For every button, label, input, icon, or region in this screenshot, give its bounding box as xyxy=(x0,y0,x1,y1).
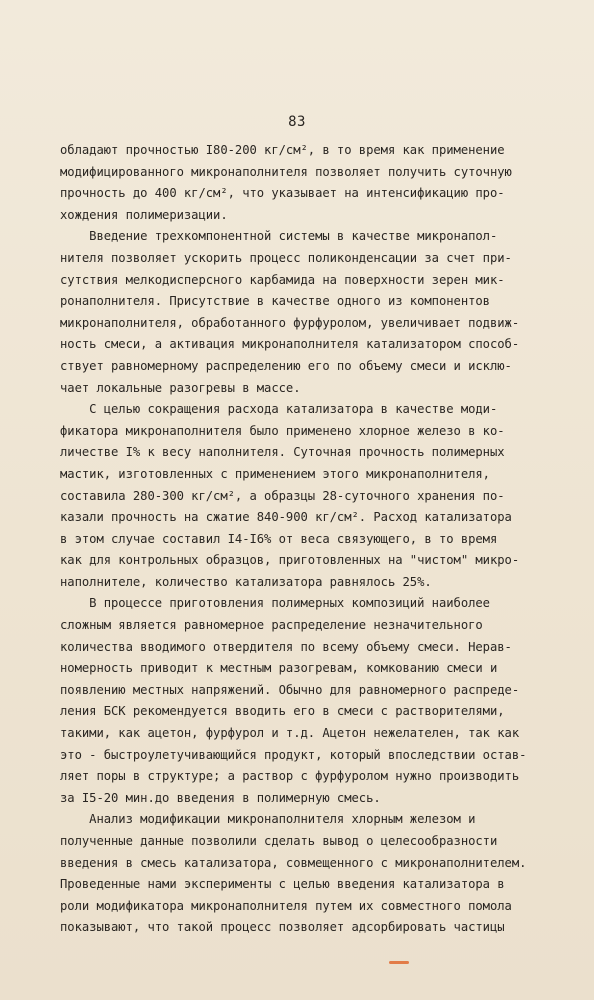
text-line: ляет поры в структуре; а раствор с фурфуролом нужно производить xyxy=(60,769,520,784)
text-line: появлению местных напряжений. Обычно для равномерного распреде- xyxy=(60,682,520,697)
text-line: за I5-20 мин.до введения в полимерную смесь. xyxy=(60,790,381,805)
text-line: ствует равномерному распределению его по объему смеси и исклю- xyxy=(60,358,512,373)
text-line: чает локальные разогревы в массе. xyxy=(60,380,301,395)
text-line: роли модификатора микронаполнителя путем их совместного помола xyxy=(60,898,512,913)
text-line: ронаполнителя. Присутствие в качестве одного из компонентов xyxy=(60,294,490,309)
text-line: наполнителе, количество катализатора равнялось 25%. xyxy=(60,574,432,589)
text-line: составила 280-300 кг/см², а образцы 28-суточного хранения по- xyxy=(60,488,505,503)
text-line: как для контрольных образцов, приготовленных на "чистом" микро- xyxy=(60,553,520,568)
text-line: личестве I% к весу наполнителя. Суточная прочность полимерных xyxy=(60,445,505,460)
text-line: модифицированного микронаполнителя позволяет получить суточную xyxy=(60,164,512,179)
ink-mark xyxy=(389,961,409,964)
text-line: С целью сокращения расхода катализатора в качестве моди- xyxy=(60,402,498,417)
text-line: сложным является равномерное распределение незначительного xyxy=(60,618,483,633)
text-line: фикатора микронаполнителя было применено хлорное железо в ко- xyxy=(60,423,505,438)
text-line: введения в смесь катализатора, совмещенного с микронаполнителем. xyxy=(60,855,527,870)
text-line: полученные данные позволили сделать вывод о целесообразности xyxy=(60,834,498,848)
text-line: казали прочность на сжатие 840-900 кг/см². Расход катализатора xyxy=(60,510,512,525)
text-line: сутствия мелкодисперсного карбамида на поверхности зерен мик- xyxy=(60,272,505,287)
text-line: мастик, изготовленных с применением этого микронаполнителя, xyxy=(60,466,490,481)
text-line: Анализ модификации микронаполнителя хлорным железом и xyxy=(60,812,476,827)
text-line: ность смеси, а активация микронаполнителя катализатором способ- xyxy=(60,337,520,352)
text-line: такими, как ацетон, фурфурол и т.д. Ацетон нежелателен, так как xyxy=(60,726,520,741)
text-line: нителя позволяет ускорить процесс поликонденсации за счет при- xyxy=(60,250,512,265)
body-text xyxy=(60,140,550,939)
text-line: микронаполнителя, обработанного фурфуролом, увеличивает подвиж- xyxy=(60,315,520,330)
text-line: ления БСК рекомендуется вводить его в смеси с растворителями, xyxy=(60,704,505,719)
text-line: Проведенные нами эксперименты с целью введения катализатора в xyxy=(60,877,505,892)
text-line: в этом случае составил I4-I6% от веса связующего, в то время xyxy=(60,531,498,546)
text-line: это - быстроулетучивающийся продукт, который впоследствии остав- xyxy=(60,747,527,762)
text-line: номерность приводит к местным разогревам, комкованию смеси и xyxy=(60,661,498,676)
text-line: количества вводимого отвердителя по всему объему смеси. Нерав- xyxy=(60,639,512,654)
text-line: хождения полимеризации. xyxy=(60,207,228,222)
text-line: В процессе приготовления полимерных композиций наиболее xyxy=(60,596,490,611)
page-number: 83 xyxy=(288,114,306,130)
text-line: Введение трехкомпонентной системы в качестве микронапол- xyxy=(60,229,498,244)
text-line: обладают прочностью I80-200 кг/см², в то время как применение xyxy=(60,143,505,157)
text-line: показывают, что такой процесс позволяет адсорбировать частицы xyxy=(60,920,505,935)
text-line: прочность до 400 кг/см², что указывает на интенсификацию про- xyxy=(60,186,505,201)
